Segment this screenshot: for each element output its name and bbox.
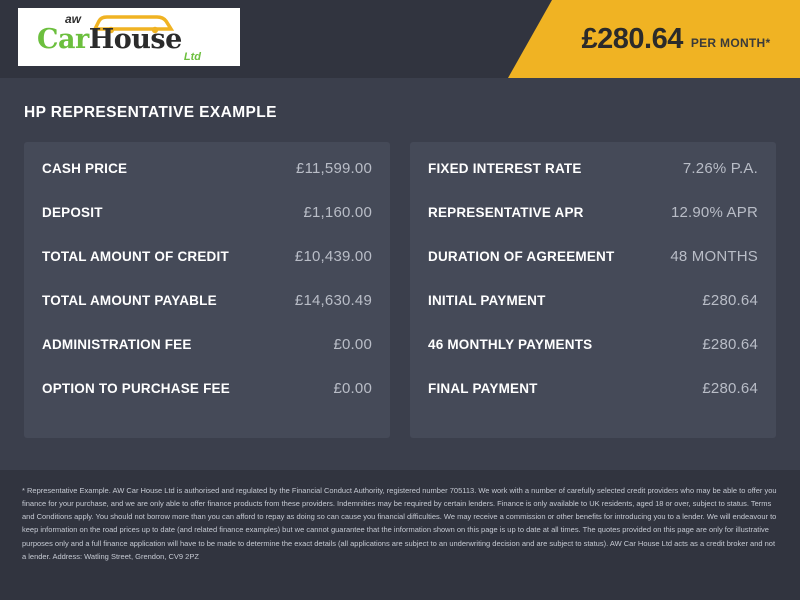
table-row bbox=[42, 380, 372, 424]
row-label: OPTION TO PURCHASE FEE bbox=[42, 381, 230, 396]
logo-suffix: Ltd bbox=[183, 51, 201, 63]
row-value: 48 MONTHS bbox=[670, 248, 758, 265]
row-label: FIXED INTEREST RATE bbox=[428, 161, 582, 176]
logo-company-name bbox=[37, 24, 182, 55]
table-row bbox=[42, 160, 372, 204]
table-row bbox=[428, 292, 758, 336]
row-value: £280.64 bbox=[702, 336, 758, 353]
row-label: 46 MONTHLY PAYMENTS bbox=[428, 337, 593, 352]
disclaimer-text: * Representative Example. AW Car House Ltd is authorised and regulated by the Financial Conduct Authority, registered number 705113. We work with a number of carefully selected credit providers who may be able to offer you finance for your purchase, and we are only able to offer finance products from these providers. Indemnities may be required by certain lenders. Finance is only available to UK residents, aged 18 or over, subject to status. Terms and Conditions apply. You should not borrow more than you can afford to repay as doing so can cause you financial difficulties. We may receive a commission or other benefits for introducing you to a lender. We will endeavour to keep information on the road prices up to date (and related finance examples) but we cannot guarantee that the information shown on this page is up to date at all times. The quotes provided on this page are only for illustrative purposes only and a full finance application will have to be made to determine the exact details (all applications are subject to an underwriting decision and are subject to status). AW Car House Ltd acts as a credit broker and not a lender. Address: Watling Street, Grendon, CV9 2PZ bbox=[22, 486, 777, 561]
table-row bbox=[428, 204, 758, 248]
page-header bbox=[0, 0, 800, 78]
table-row bbox=[42, 248, 372, 292]
row-value: £0.00 bbox=[333, 380, 372, 397]
table-row bbox=[42, 336, 372, 380]
finance-details bbox=[24, 142, 776, 438]
row-value: £280.64 bbox=[702, 380, 758, 397]
row-label: TOTAL AMOUNT OF CREDIT bbox=[42, 249, 229, 264]
row-value: 7.26% P.A. bbox=[682, 160, 758, 177]
row-label: DEPOSIT bbox=[42, 205, 103, 220]
row-value: £10,439.00 bbox=[294, 248, 372, 265]
row-value: £11,599.00 bbox=[296, 160, 372, 177]
row-label: FINAL PAYMENT bbox=[428, 381, 538, 396]
table-row bbox=[428, 248, 758, 292]
row-value: £1,160.00 bbox=[303, 204, 372, 221]
row-label: TOTAL AMOUNT PAYABLE bbox=[42, 293, 217, 308]
row-label: ADMINISTRATION FEE bbox=[42, 337, 192, 352]
price-amount: £280.64 bbox=[581, 22, 683, 55]
price-period: PER MONTH* bbox=[690, 36, 771, 50]
table-row bbox=[428, 380, 758, 424]
row-value: £280.64 bbox=[702, 292, 758, 309]
logo-aw-text: aw bbox=[65, 12, 82, 26]
table-row bbox=[42, 204, 372, 248]
row-label: REPRESENTATIVE APR bbox=[428, 205, 584, 220]
footer-disclaimer bbox=[0, 470, 800, 600]
logo-name-part1: Car bbox=[37, 24, 89, 55]
table-row bbox=[428, 336, 758, 380]
monthly-price-banner bbox=[552, 0, 800, 78]
row-value: £14,630.49 bbox=[294, 292, 372, 309]
row-label: CASH PRICE bbox=[42, 161, 128, 176]
logo-name-part2: House bbox=[88, 24, 182, 55]
row-value: £0.00 bbox=[333, 336, 372, 353]
page-title: HP REPRESENTATIVE EXAMPLE bbox=[24, 104, 277, 121]
table-row bbox=[428, 160, 758, 204]
left-details-panel bbox=[24, 142, 390, 438]
row-label: DURATION OF AGREEMENT bbox=[428, 249, 615, 264]
table-row bbox=[42, 292, 372, 336]
row-value: 12.90% APR bbox=[670, 204, 758, 221]
row-label: INITIAL PAYMENT bbox=[428, 293, 546, 308]
right-details-panel bbox=[410, 142, 776, 438]
company-logo bbox=[18, 8, 240, 66]
